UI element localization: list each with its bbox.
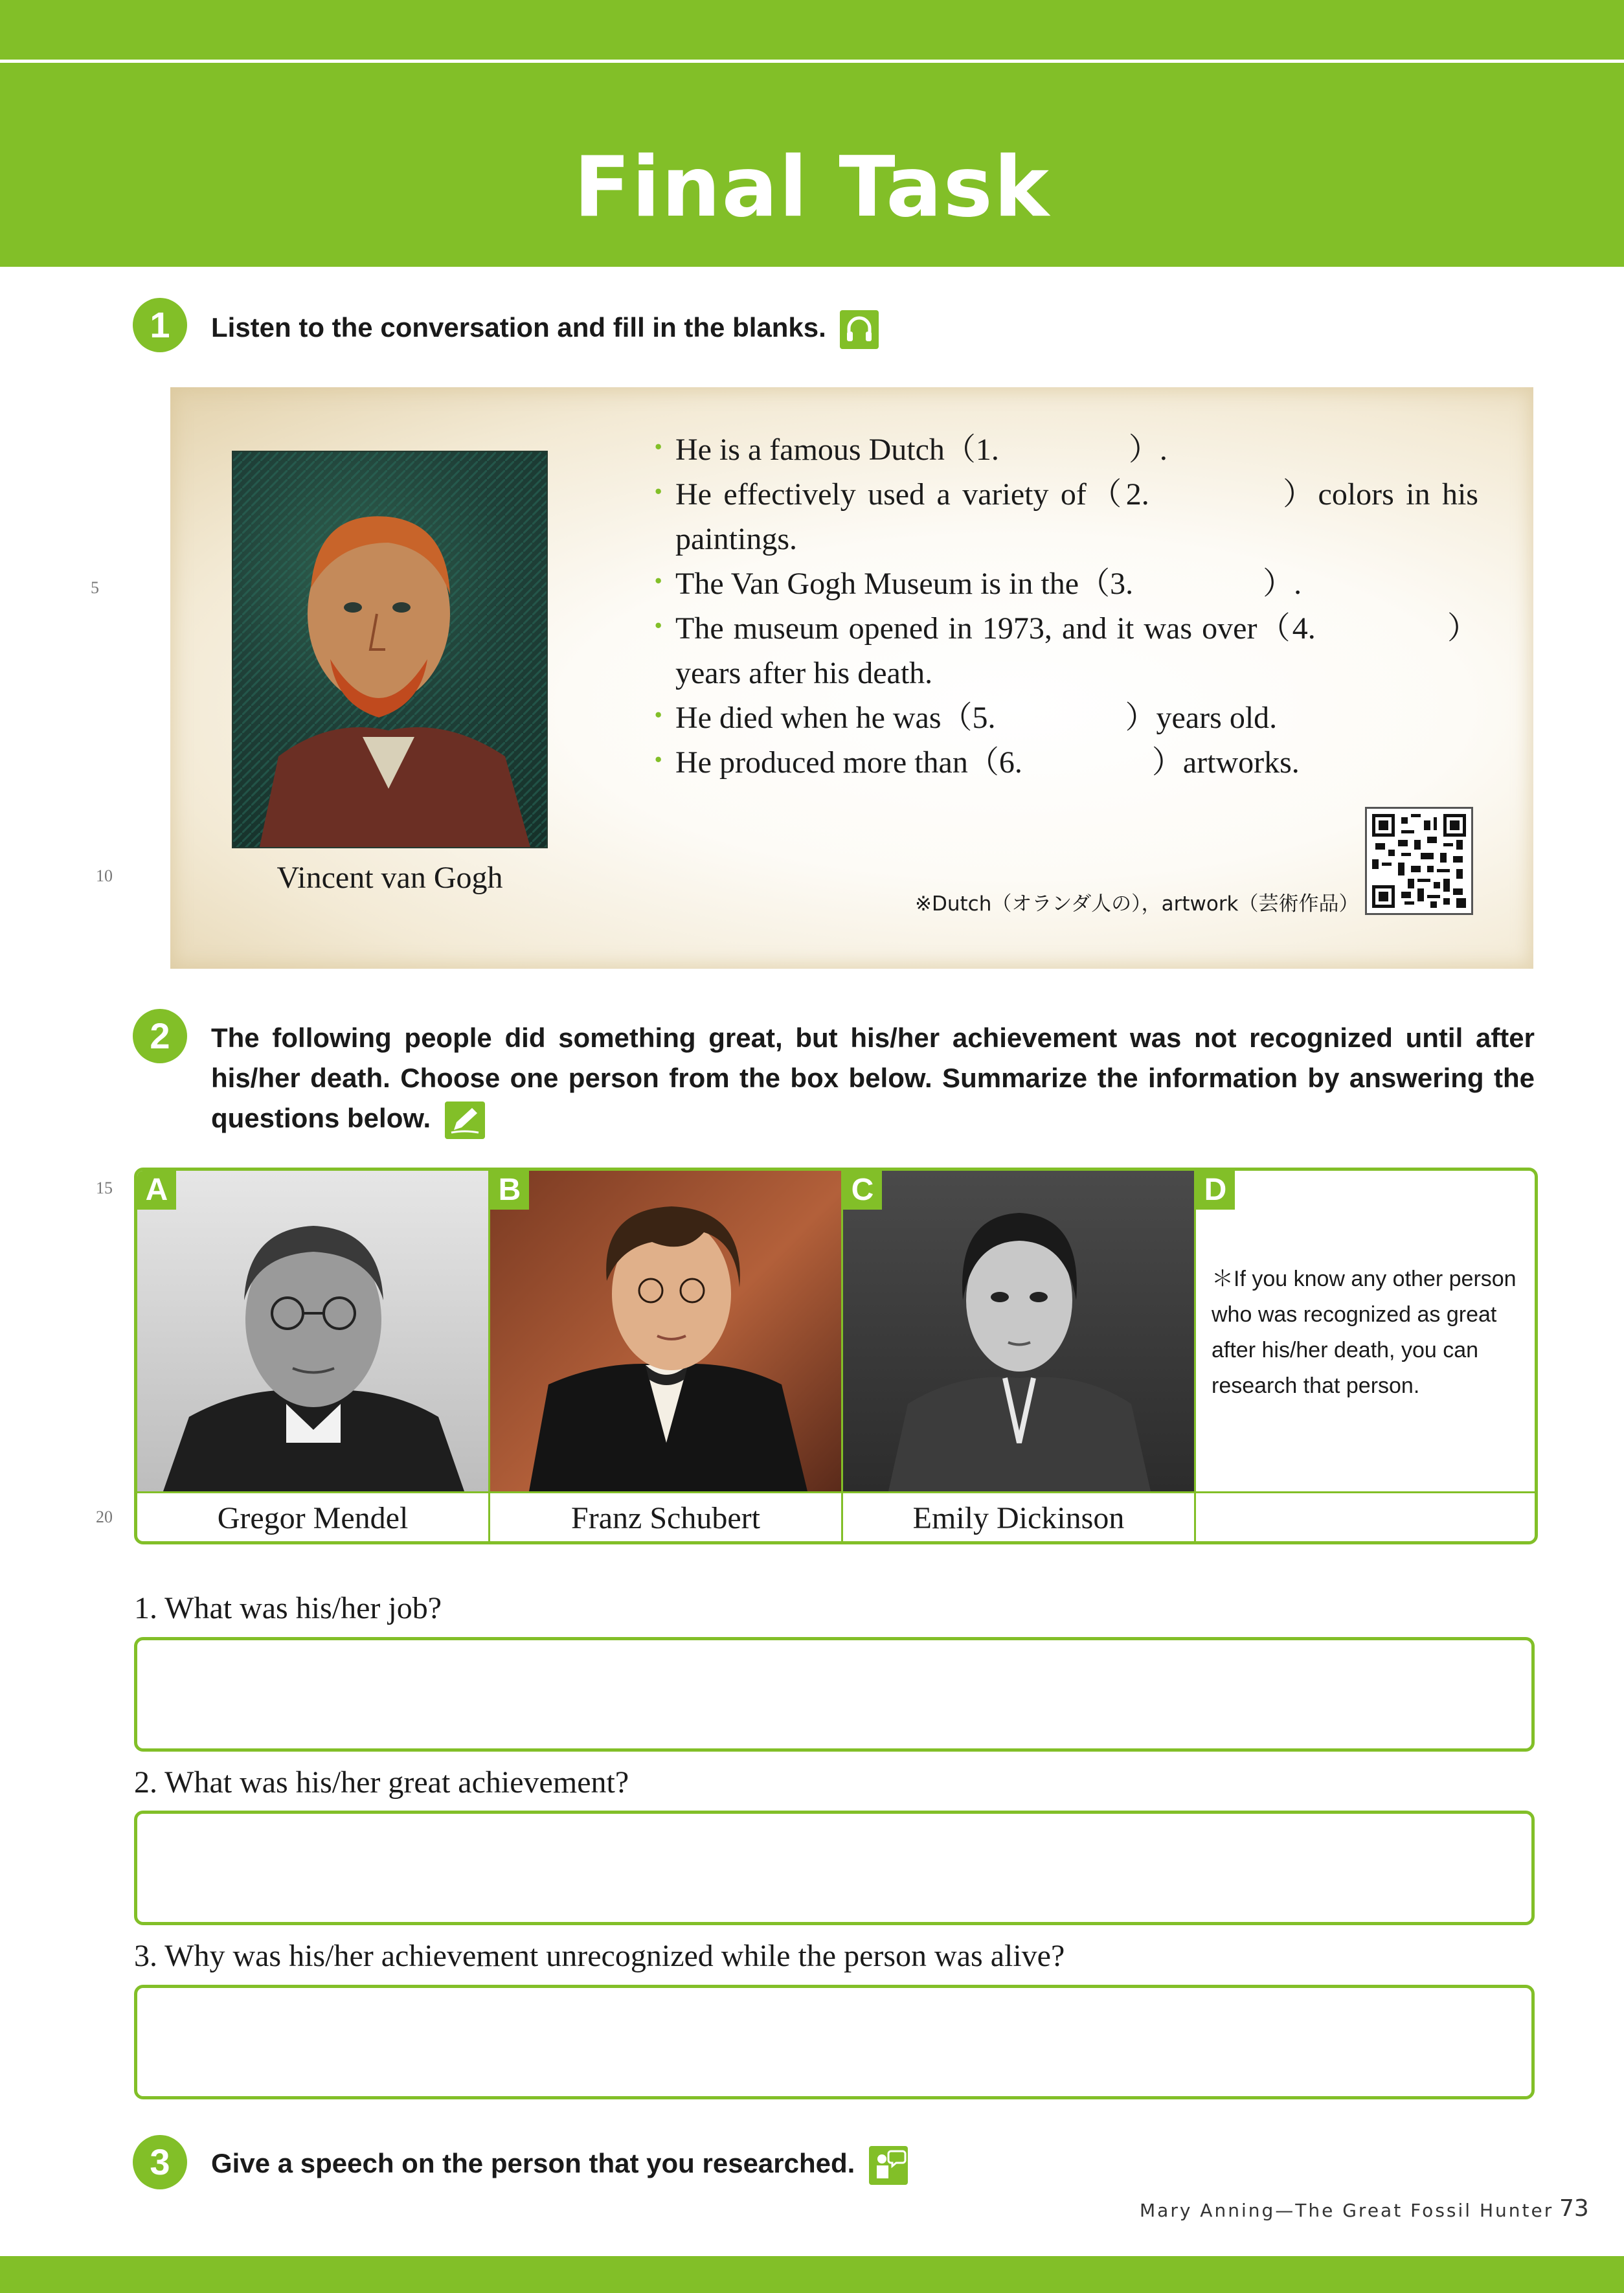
van-gogh-portrait xyxy=(232,451,548,848)
task3-instruction xyxy=(211,2143,908,2185)
option-letter: B xyxy=(490,1171,529,1210)
option-letter: D xyxy=(1196,1171,1235,1210)
schubert-portrait xyxy=(490,1171,841,1491)
line-number-5: 5 xyxy=(91,578,99,597)
fill-in-item xyxy=(653,740,1478,785)
fill-in-text: He effectively used a variety of（2. xyxy=(675,477,1149,512)
line-number-20: 20 xyxy=(96,1508,113,1526)
footer-bar xyxy=(0,2256,1624,2293)
people-choice-box xyxy=(134,1168,1538,1544)
header-divider xyxy=(0,60,1624,63)
fill-in-text: He died when he was（5. xyxy=(675,701,996,735)
person-name: Gregor Mendel xyxy=(137,1491,488,1541)
fill-in-item xyxy=(653,695,1478,740)
person-option-d[interactable] xyxy=(1196,1171,1535,1541)
pencil-icon xyxy=(445,1101,485,1139)
fill-in-text: ）years old. xyxy=(1125,701,1278,735)
fill-in-item xyxy=(653,427,1478,472)
person-option-a[interactable] xyxy=(137,1171,490,1541)
person-name-blank[interactable] xyxy=(1196,1491,1535,1541)
fill-in-text: He produced more than（6. xyxy=(675,745,1022,780)
task-number-3: 3 xyxy=(133,2135,187,2189)
chapter-title: Mary Anning—The Great Fossil Hunter xyxy=(1140,2200,1554,2221)
fill-in-text: ）colors in his paintings. xyxy=(675,477,1478,556)
task1-instruction xyxy=(211,308,879,349)
fill-in-item xyxy=(653,472,1478,561)
page-title: Final Task xyxy=(574,139,1050,236)
fill-in-text: The Van Gogh Museum is in the（3. xyxy=(675,567,1134,601)
page-header xyxy=(0,0,1624,267)
task2-instruction xyxy=(211,1018,1535,1139)
task-number-1: 1 xyxy=(133,298,187,352)
fill-in-item xyxy=(653,561,1478,606)
question-job: 1. What was his/her job? xyxy=(134,1591,442,1625)
person-name: Emily Dickinson xyxy=(843,1491,1194,1541)
fill-in-text: ）artworks. xyxy=(1151,745,1300,780)
answer-box-achievement[interactable] xyxy=(134,1811,1535,1925)
fill-in-text: ）. xyxy=(1263,567,1302,601)
question-achievement: 2. What was his/her great achievement? xyxy=(134,1765,629,1800)
line-number-15: 15 xyxy=(96,1179,113,1197)
fill-in-item xyxy=(653,606,1478,695)
option-letter: A xyxy=(137,1171,176,1210)
answer-box-job[interactable] xyxy=(134,1637,1535,1752)
mendel-portrait xyxy=(137,1171,488,1491)
question-unrecognized: 3. Why was his/her achievement unrecognized while the person was alive? xyxy=(134,1939,1065,1973)
task1-instruction-text: Listen to the conversation and fill in the blanks. xyxy=(211,312,826,343)
option-letter: C xyxy=(843,1171,882,1210)
other-person-note: ＊If you know any other person who was recognized as great after his/her death, you can research that person. xyxy=(1212,1267,1517,1398)
fill-in-text: He is a famous Dutch（1. xyxy=(675,433,999,467)
fill-in-text: ）. xyxy=(1128,433,1167,467)
page-number: 73 xyxy=(1559,2195,1589,2222)
fill-in-text: The museum opened in 1973, and it was over（4. xyxy=(675,611,1316,646)
line-number-10: 10 xyxy=(96,866,113,885)
person-option-c[interactable] xyxy=(843,1171,1196,1541)
task-number-2: 2 xyxy=(133,1009,187,1063)
vocab-note: ※Dutch（オランダ人の），artwork（芸術作品） xyxy=(915,892,1359,916)
person-option-b[interactable] xyxy=(490,1171,843,1541)
listening-panel xyxy=(170,387,1533,969)
van-gogh-caption: Vincent van Gogh xyxy=(276,861,503,895)
speech-icon xyxy=(869,2146,908,2185)
qr-code-icon[interactable] xyxy=(1365,807,1473,915)
fill-in-list xyxy=(653,427,1478,785)
task3-instruction-text: Give a speech on the person that you researched. xyxy=(211,2148,855,2178)
person-name: Franz Schubert xyxy=(490,1491,841,1541)
fill-in-text: ）years after his death. xyxy=(675,611,1478,690)
task2-instruction-text: The following people did something great, but his/her achievement was not recognized until after his/her death. Choose one person from the box below. Summarize the information by answering the questions below. xyxy=(211,1022,1535,1133)
headphones-icon xyxy=(840,310,879,349)
dickinson-portrait xyxy=(843,1171,1194,1491)
answer-box-unrecognized[interactable] xyxy=(134,1985,1535,2099)
